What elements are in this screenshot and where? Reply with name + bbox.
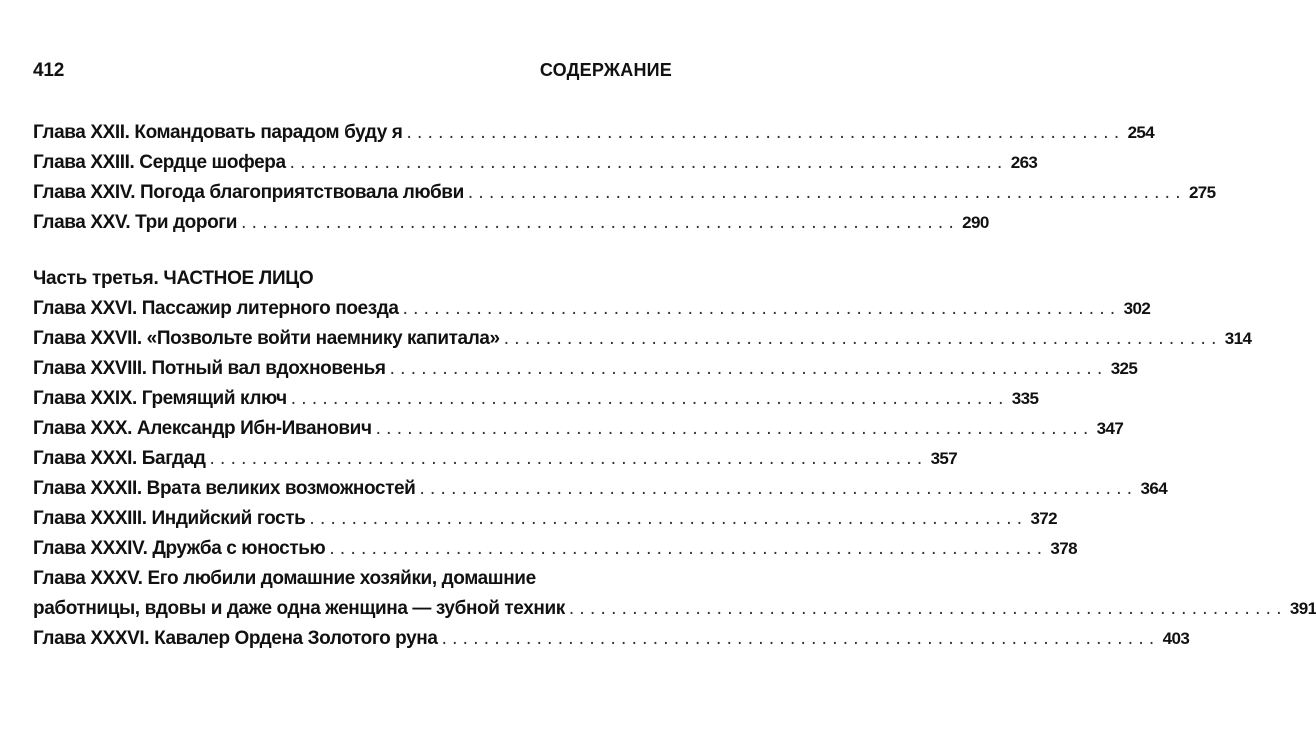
toc-entry [33,564,1316,624]
toc-entry-title-line2: работницы, вдовы и даже одна женщина — зубной техник [33,598,565,619]
dot-leader [569,594,1282,624]
toc-entry-page: 263 [1010,153,1038,172]
toc-entry [33,534,1077,564]
dot-leader [329,534,1042,564]
dot-leader [403,294,1116,324]
toc-entry [33,384,1039,414]
toc-entry-page: 325 [1110,359,1138,378]
toc-entry [33,118,1155,148]
toc-entry-page: 254 [1127,123,1155,142]
toc-entry [33,178,1216,208]
dot-leader [309,504,1022,534]
toc-entry [33,354,1138,384]
toc-entry-page: 314 [1224,329,1252,348]
toc-entry-page: 364 [1140,479,1168,498]
toc-group [33,264,1316,654]
toc-entry-title: Глава XXIX. Гремящий ключ [33,388,287,409]
toc-entry-page: 378 [1050,539,1077,558]
toc-entry-title: Глава XXXIII. Индийский гость [33,508,306,529]
dot-leader [419,474,1132,504]
table-of-contents [33,118,1316,654]
toc-entry-page: 391 [1289,599,1316,618]
toc-entry-title: Глава XXXIV. Дружба с юностью [33,538,326,559]
toc-entry [33,444,958,474]
toc-entry-title: Глава XXIV. Погода благоприятствовала любви [33,182,464,203]
toc-entry-title: Глава XXVI. Пассажир литерного поезда [33,298,399,319]
toc-entry-page: 275 [1188,183,1216,202]
dot-leader [468,178,1181,208]
toc-entry-title: Глава XXV. Три дороги [33,212,238,233]
page-number: 412 [33,60,65,81]
dot-leader [241,208,954,238]
dot-leader [376,414,1089,444]
page-header [33,60,672,88]
toc-entry-title: Глава XXII. Командовать парадом буду я [33,122,403,143]
toc-entry [33,624,1190,654]
toc-entry-page: 290 [962,213,989,232]
toc-entry-title: Глава XXIII. Сердце шофера [33,152,286,173]
toc-entry-title: Глава XXX. Александр Ибн-Иванович [33,418,372,439]
toc-entry-title: Глава XXXII. Врата великих возможностей [33,478,416,499]
toc-group [33,118,1216,238]
toc-entry [33,504,1058,534]
dot-leader [442,624,1155,654]
part-title: Часть третья. ЧАСТНОЕ ЛИЦО [33,268,314,289]
dot-leader [291,384,1004,414]
toc-entry-title: Глава XXVIII. Потный вал вдохновенья [33,358,386,379]
toc-entry-title: Глава XXXVI. Кавалер Ордена Золотого руна [33,628,438,649]
toc-entry [33,294,1151,324]
toc-entry [33,208,989,238]
toc-entry [33,324,1252,354]
toc-entry-page: 302 [1123,299,1151,318]
toc-entry-title: Глава XXXI. Багдад [33,448,206,469]
dot-leader [210,444,923,474]
toc-entry-page: 372 [1030,509,1058,528]
toc-entry-page: 335 [1011,389,1039,408]
running-title: СОДЕРЖАНИЕ [539,60,672,80]
toc-entry [33,148,1038,178]
dot-leader [407,118,1120,148]
toc-entry-page: 347 [1096,419,1124,438]
toc-entry [33,414,1124,444]
toc-entry-title: Глава XXVII. «Позвольте войти наемнику капитала» [33,328,500,349]
toc-entry-page: 403 [1162,629,1190,648]
dot-leader [390,354,1103,384]
dot-leader [504,324,1217,354]
dot-leader [290,148,1003,178]
toc-entry-page: 357 [930,449,958,468]
toc-entry-title-line1: Глава XXXV. Его любили домашние хозяйки, домашние [33,568,536,589]
toc-entry [33,474,1168,504]
